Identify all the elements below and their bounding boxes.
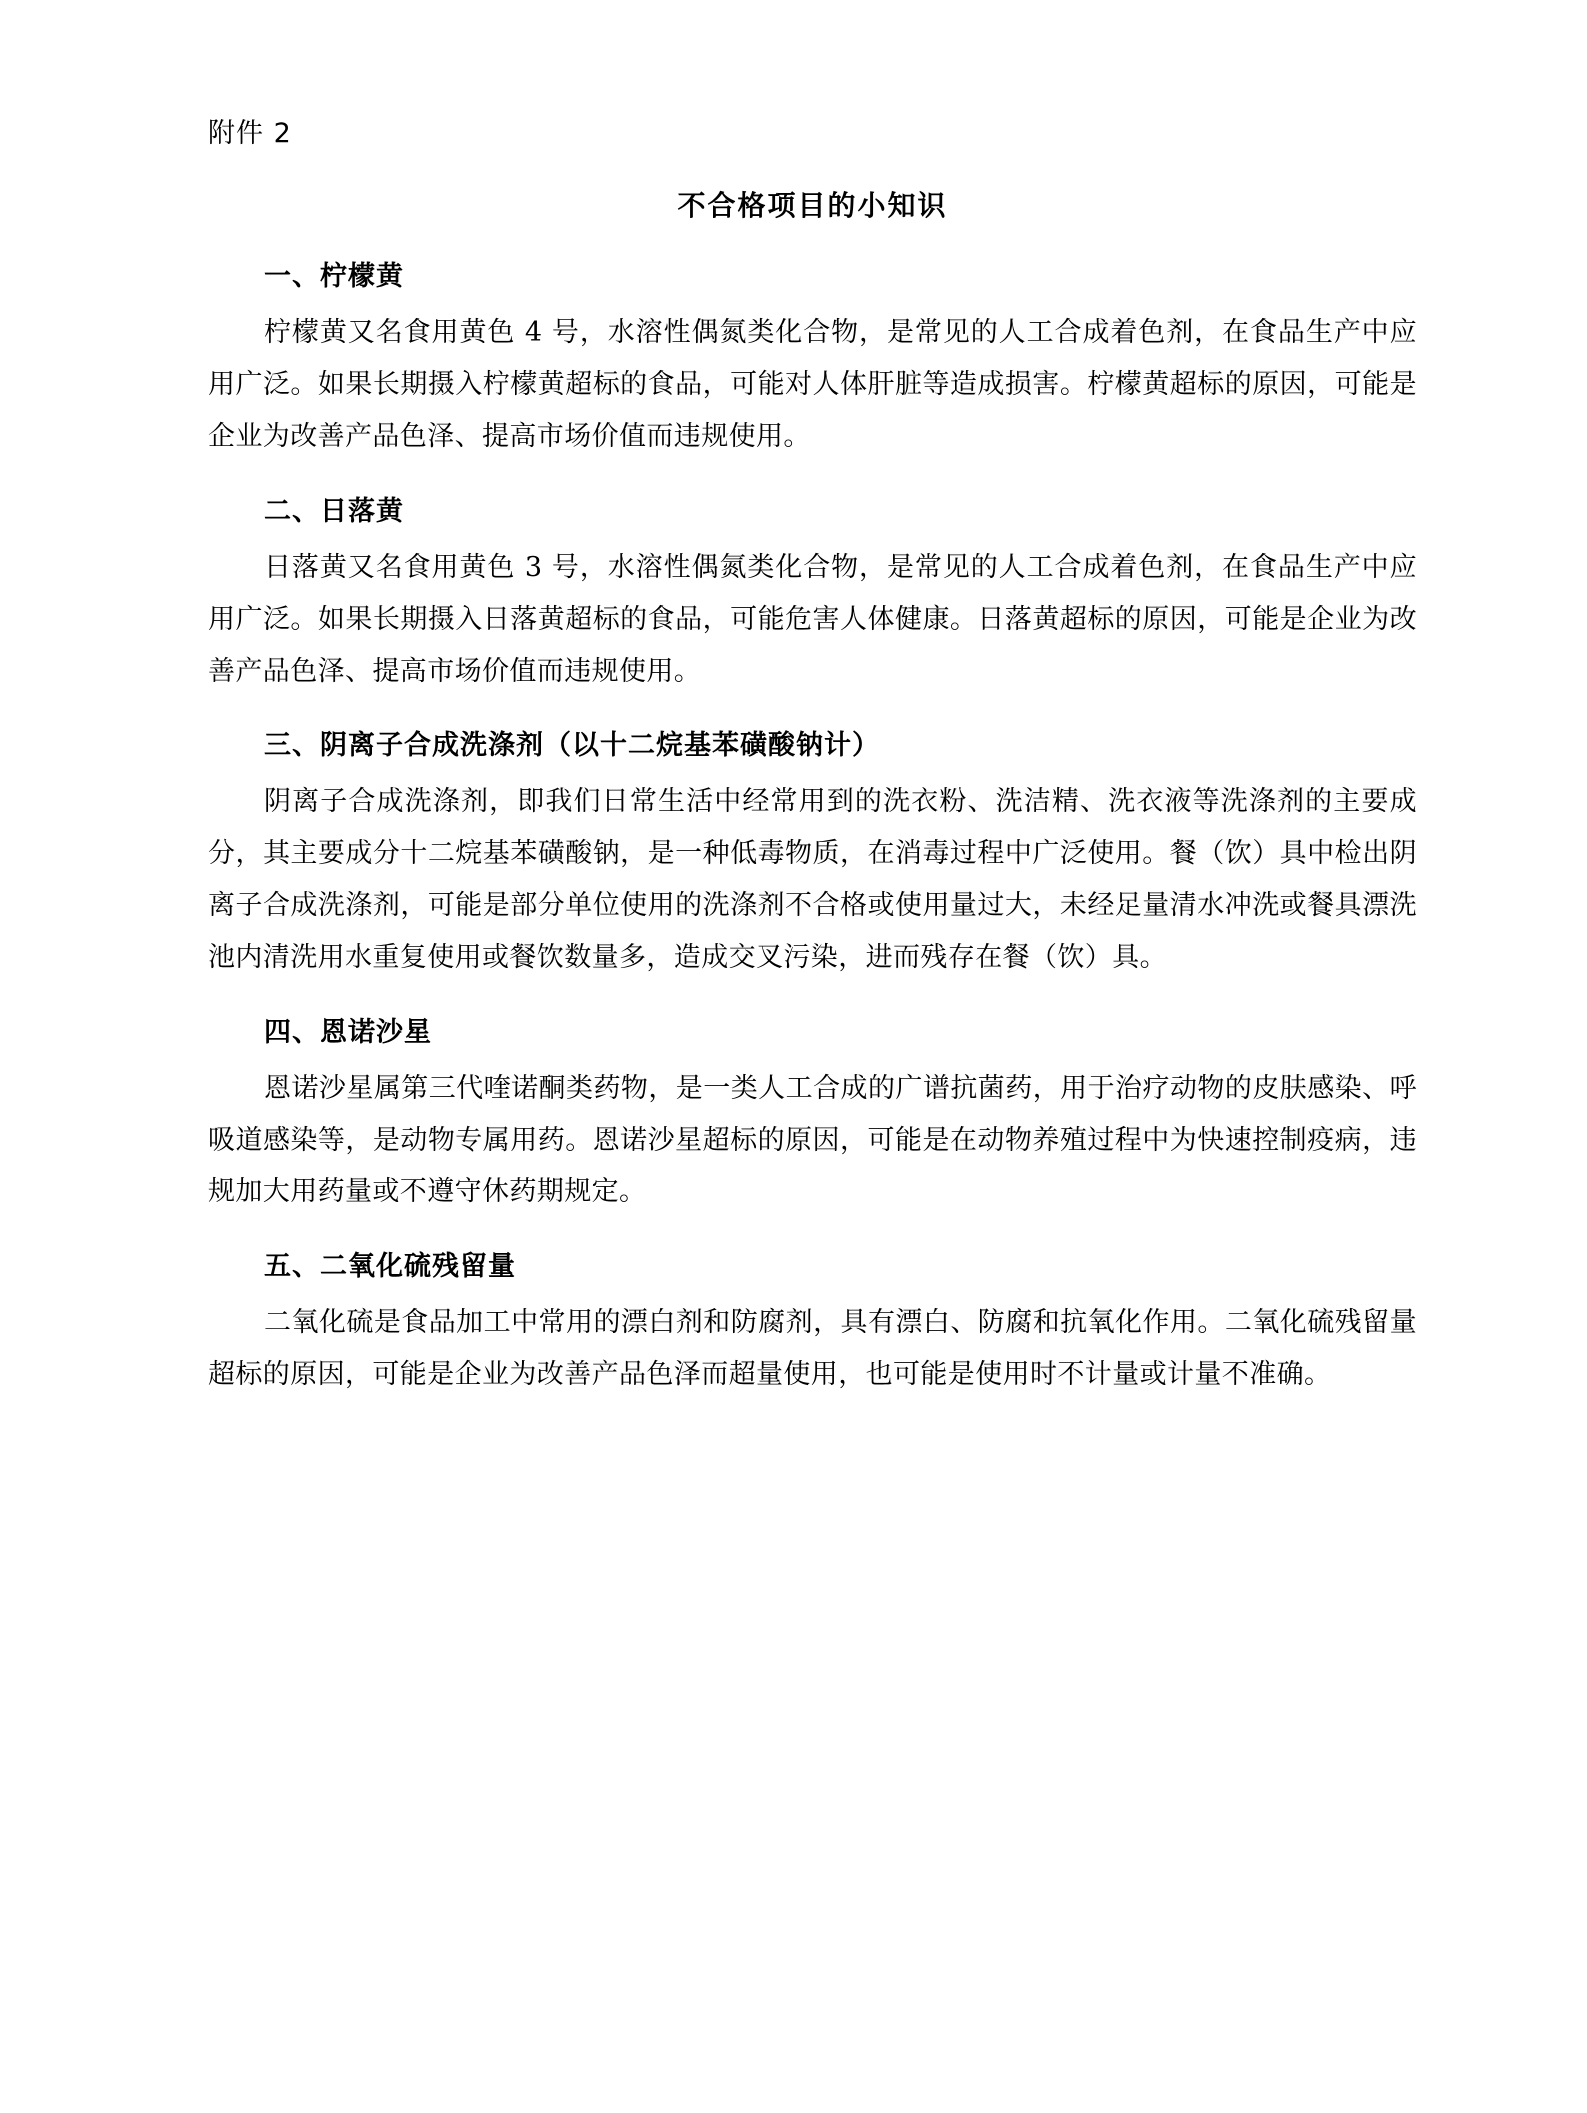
section-heading-3: 三、阴离子合成洗涤剂（以十二烷基苯磺酸钠计） [264, 730, 880, 762]
section-body-1: 柠檬黄又名食用黄色 4 号，水溶性偶氮类化合物，是常见的人工合成着色剂，在食品生产中应用广泛。如果长期摄入柠檬黄超标的食品，可能对人体肝脏等造成损害。柠檬黄超标的原因，可能是企业为改善产品色泽、提高市场价值而违规使用。 [208, 317, 1417, 453]
section-body-4: 恩诺沙星属第三代喹诺酮类药物，是一类人工合成的广谱抗菌药，用于治疗动物的皮肤感染、呼吸道感染等，是动物专属用药。恩诺沙星超标的原因，可能是在动物养殖过程中为快速控制疫病，违规加大用药量或不遵守休药期规定。 [208, 1072, 1417, 1208]
attachment-label: 附件 2 [208, 118, 292, 149]
section-heading-5: 五、二氧化硫残留量 [264, 1251, 516, 1283]
section-body-2: 日落黄又名食用黄色 3 号，水溶性偶氮类化合物，是常见的人工合成着色剂，在食品生产中应用广泛。如果长期摄入日落黄超标的食品，可能危害人体健康。日落黄超标的原因，可能是企业为改善产品色泽、提高市场价值而违规使用。 [208, 551, 1417, 687]
page-title: 不合格项目的小知识 [677, 189, 948, 223]
section-heading-1: 一、柠檬黄 [264, 261, 404, 293]
section-heading-2: 二、日落黄 [264, 495, 404, 527]
section-body-5: 二氧化硫是食品加工中常用的漂白剂和防腐剂，具有漂白、防腐和抗氧化作用。二氧化硫残留量超标的原因，可能是企业为改善产品色泽而超量使用，也可能是使用时不计量或计量不准确。 [208, 1307, 1417, 1390]
section-heading-4: 四、恩诺沙星 [264, 1016, 432, 1048]
section-body-3: 阴离子合成洗涤剂，即我们日常生活中经常用到的洗衣粉、洗洁精、洗衣液等洗涤剂的主要成分，其主要成分十二烷基苯磺酸钠，是一种低毒物质，在消毒过程中广泛使用。餐（饮）具中检出阴离子合成洗涤剂，可能是部分单位使用的洗涤剂不合格或使用量过大，未经足量清水冲洗或餐具漂洗池内清洗用水重复使用或餐饮数量多，造成交叉污染，进而残存在餐（饮）具。 [208, 786, 1417, 973]
